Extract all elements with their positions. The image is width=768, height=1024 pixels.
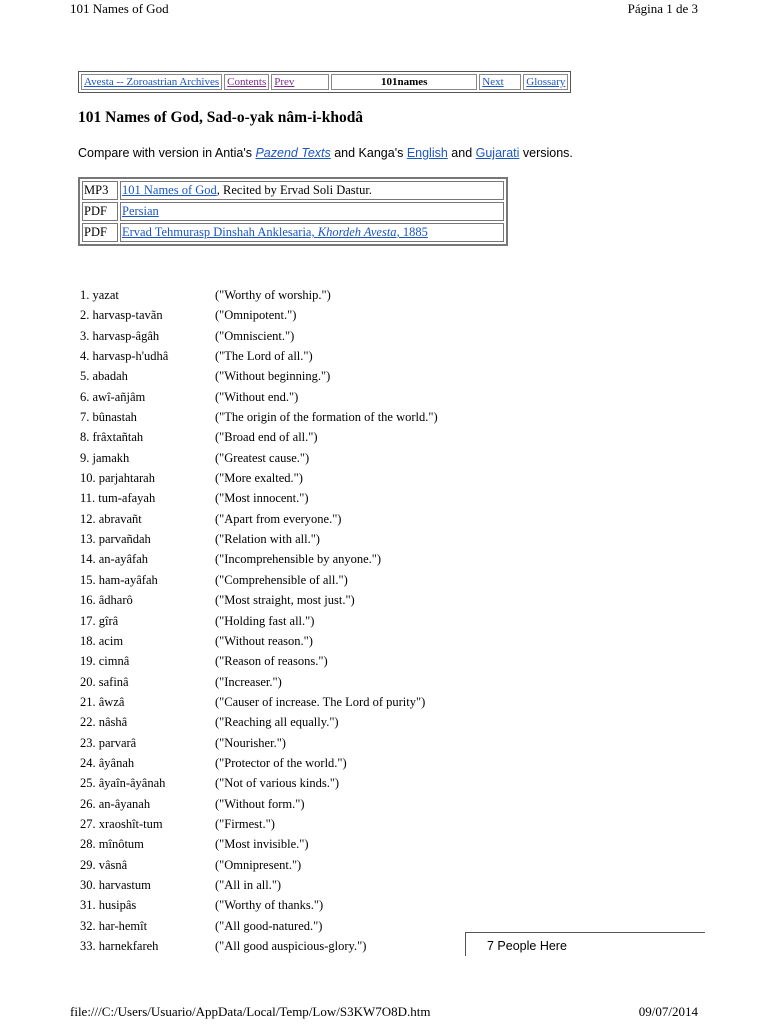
divine-name: 26. an-âyanah (80, 796, 151, 811)
divine-name: 10. parjahtarah (80, 471, 155, 486)
divine-name: 20. safinâ (80, 674, 129, 689)
divine-name: 16. âdharô (80, 593, 133, 608)
khordeh-link-year: , 1885 (396, 225, 428, 239)
resources-table (78, 177, 508, 246)
name-meaning: ("All in all.") (215, 877, 282, 892)
divine-name: 11. tum-afayah (80, 491, 156, 506)
name-meaning: ("Worthy of worship.") (215, 288, 331, 302)
divine-name: 14. an-ayâfah (80, 552, 149, 567)
compare-text-3: and (447, 146, 476, 160)
name-list-item (80, 285, 500, 305)
divine-name: 9. jamakh (80, 450, 130, 465)
name-list-item (80, 936, 500, 956)
khordeh-link-author: Ervad Tehmurasp Dinshah Anklesaria, (122, 225, 318, 239)
name-list-item (80, 855, 500, 875)
people-here-widget[interactable]: 7 People Here (465, 932, 705, 956)
divine-name: 22. nâshâ (80, 715, 128, 730)
mp3-recitation-link[interactable]: 101 Names of God (122, 183, 217, 197)
name-list-item (80, 875, 500, 895)
name-list-item (80, 753, 500, 773)
divine-name: 7. bûnastah (80, 410, 137, 425)
names-list (80, 285, 500, 956)
name-meaning: ("Reason of reasons.") (215, 654, 328, 669)
name-list-item (80, 895, 500, 915)
divine-name: 4. harvasp-h'udhâ (80, 349, 169, 364)
name-list-item (80, 712, 500, 732)
resource-type: PDF (82, 202, 118, 221)
pazend-texts-link[interactable]: Pazend Texts (255, 146, 331, 160)
name-meaning: ("The Lord of all.") (215, 349, 313, 364)
name-list-item (80, 692, 500, 712)
name-meaning: ("Apart from everyone.") (215, 511, 342, 526)
name-list-item (80, 631, 500, 651)
name-meaning: ("Without end.") (215, 389, 299, 404)
name-meaning: ("Without form.") (215, 796, 305, 811)
divine-name: 27. xraoshît-tum (80, 816, 163, 831)
name-meaning: ("Protector of the world.") (215, 755, 347, 770)
name-meaning: ("Incomprehensible by anyone.") (215, 552, 382, 567)
name-list-item (80, 834, 500, 854)
name-meaning: ("Most invisible.") (215, 837, 309, 852)
name-list-item (80, 651, 500, 671)
name-list-item (80, 305, 500, 325)
name-meaning: ("Firmest.") (215, 816, 275, 831)
name-list-item (80, 549, 500, 569)
name-list-item (80, 366, 500, 386)
name-meaning: ("Holding fast all.") (215, 613, 315, 628)
name-meaning: ("Omnipresent.") (215, 857, 302, 872)
name-list-item (80, 590, 500, 610)
compare-versions-text (78, 146, 573, 160)
name-meaning: ("The origin of the formation of the world.") (215, 410, 438, 425)
name-meaning: ("Without reason.") (215, 633, 313, 648)
name-meaning: ("Most straight, most just.") (215, 593, 355, 608)
name-meaning: ("Greatest cause.") (215, 450, 310, 465)
name-list-item (80, 814, 500, 834)
name-list-item (80, 733, 500, 753)
name-meaning: ("Increaser.") (215, 674, 282, 689)
nav-contents-link[interactable]: Contents (227, 76, 267, 88)
name-list-item (80, 529, 500, 549)
khordeh-avesta-pdf-link[interactable] (122, 225, 428, 239)
nav-next-link[interactable]: Next (482, 76, 504, 88)
print-header-title: 101 Names of God (70, 1, 169, 16)
name-meaning: ("All good auspicious-glory.") (215, 939, 367, 953)
name-list-item (80, 570, 500, 590)
nav-glossary-link[interactable]: Glossary (526, 76, 566, 88)
name-list-item (80, 611, 500, 631)
name-meaning: ("Broad end of all.") (215, 430, 318, 445)
name-meaning: ("Nourisher.") (215, 735, 286, 750)
name-list-item (80, 326, 500, 346)
english-link[interactable]: English (406, 146, 448, 160)
divine-name: 28. mînôtum (80, 837, 144, 852)
gujarati-link[interactable]: Gujarati (475, 146, 520, 160)
divine-name: 24. âyânah (80, 755, 135, 770)
name-meaning: ("Without beginning.") (215, 369, 331, 384)
divine-name: 5. abadah (80, 369, 128, 384)
name-meaning: ("Omniscient.") (215, 328, 295, 343)
divine-name: 3. harvasp-âgâh (80, 328, 160, 343)
name-meaning: ("Relation with all.") (215, 532, 320, 547)
name-list-item (80, 346, 500, 366)
resource-row (82, 223, 504, 242)
name-list-item (80, 448, 500, 468)
navigation-bar (78, 71, 571, 93)
print-footer-date: 09/07/2014 (638, 1004, 698, 1019)
persian-pdf-link[interactable]: Persian (122, 204, 159, 218)
name-list-item (80, 672, 500, 692)
name-list-item (80, 916, 500, 936)
divine-name: 32. har-hemît (80, 918, 148, 933)
divine-name: 23. parvarâ (80, 735, 137, 750)
divine-name: 30. harvastum (80, 877, 151, 892)
name-list-item (80, 509, 500, 529)
name-meaning: ("Most innocent.") (215, 491, 309, 506)
divine-name: 15. ham-ayâfah (80, 572, 158, 587)
name-meaning: ("More exalted.") (215, 471, 303, 486)
name-meaning: ("Omnipotent.") (215, 308, 297, 323)
name-list-item (80, 794, 500, 814)
divine-name: 17. gîrâ (80, 613, 119, 628)
name-list-item (80, 468, 500, 488)
divine-name: 2. harvasp-tavãn (80, 308, 163, 323)
resource-row (82, 181, 504, 200)
compare-text-2: and Kanga's (330, 146, 407, 160)
resource-suffix: , Recited by Ervad Soli Dastur. (216, 183, 372, 197)
divine-name: 1. yazat (80, 288, 119, 302)
divine-name: 21. âwzâ (80, 694, 125, 709)
nav-current-page: 101names (331, 74, 477, 90)
resource-row (82, 202, 504, 221)
name-list-item (80, 387, 500, 407)
resource-type: PDF (82, 223, 118, 242)
name-meaning: ("Worthy of thanks.") (215, 898, 324, 913)
nav-prev-link[interactable]: Prev (274, 76, 295, 88)
divine-name: 31. husipâs (80, 898, 137, 913)
name-list-item (80, 407, 500, 427)
print-footer-url: file:///C:/Users/Usuario/AppData/Local/Temp/Low/S3KW7O8D.htm (70, 1004, 431, 1019)
khordeh-link-title: Khordeh Avesta (317, 225, 397, 239)
divine-name: 6. awî-añjâm (80, 389, 146, 404)
page-title: 101 Names of God, Sad-o-yak nâm-i-khodâ (78, 109, 364, 126)
name-list-item (80, 773, 500, 793)
compare-text-4: versions. (519, 146, 573, 160)
divine-name: 25. âyaîn-âyânah (80, 776, 166, 791)
nav-archives-link[interactable]: Avesta -- Zoroastrian Archives (84, 76, 220, 88)
divine-name: 12. abravañt (80, 511, 142, 526)
divine-name: 13. parvañdah (80, 532, 151, 547)
print-header-page: Página 1 de 3 (627, 1, 698, 16)
name-list-item (80, 427, 500, 447)
name-meaning: ("All good-natured.") (215, 918, 323, 933)
name-meaning: ("Not of various kinds.") (215, 776, 340, 791)
divine-name: 8. frâxtañtah (80, 430, 144, 445)
divine-name: 29. vâsnâ (80, 857, 128, 872)
name-meaning: ("Comprehensible of all.") (215, 572, 348, 587)
name-meaning: ("Causer of increase. The Lord of purity") (215, 694, 426, 709)
divine-name: 19. cimnâ (80, 654, 130, 669)
compare-text-1: Compare with version in Antia's (78, 146, 256, 160)
name-list-item (80, 488, 500, 508)
name-meaning: ("Reaching all equally.") (215, 715, 339, 730)
divine-name: 33. harnekfareh (80, 939, 159, 953)
resource-type: MP3 (82, 181, 118, 200)
divine-name: 18. acim (80, 633, 124, 648)
